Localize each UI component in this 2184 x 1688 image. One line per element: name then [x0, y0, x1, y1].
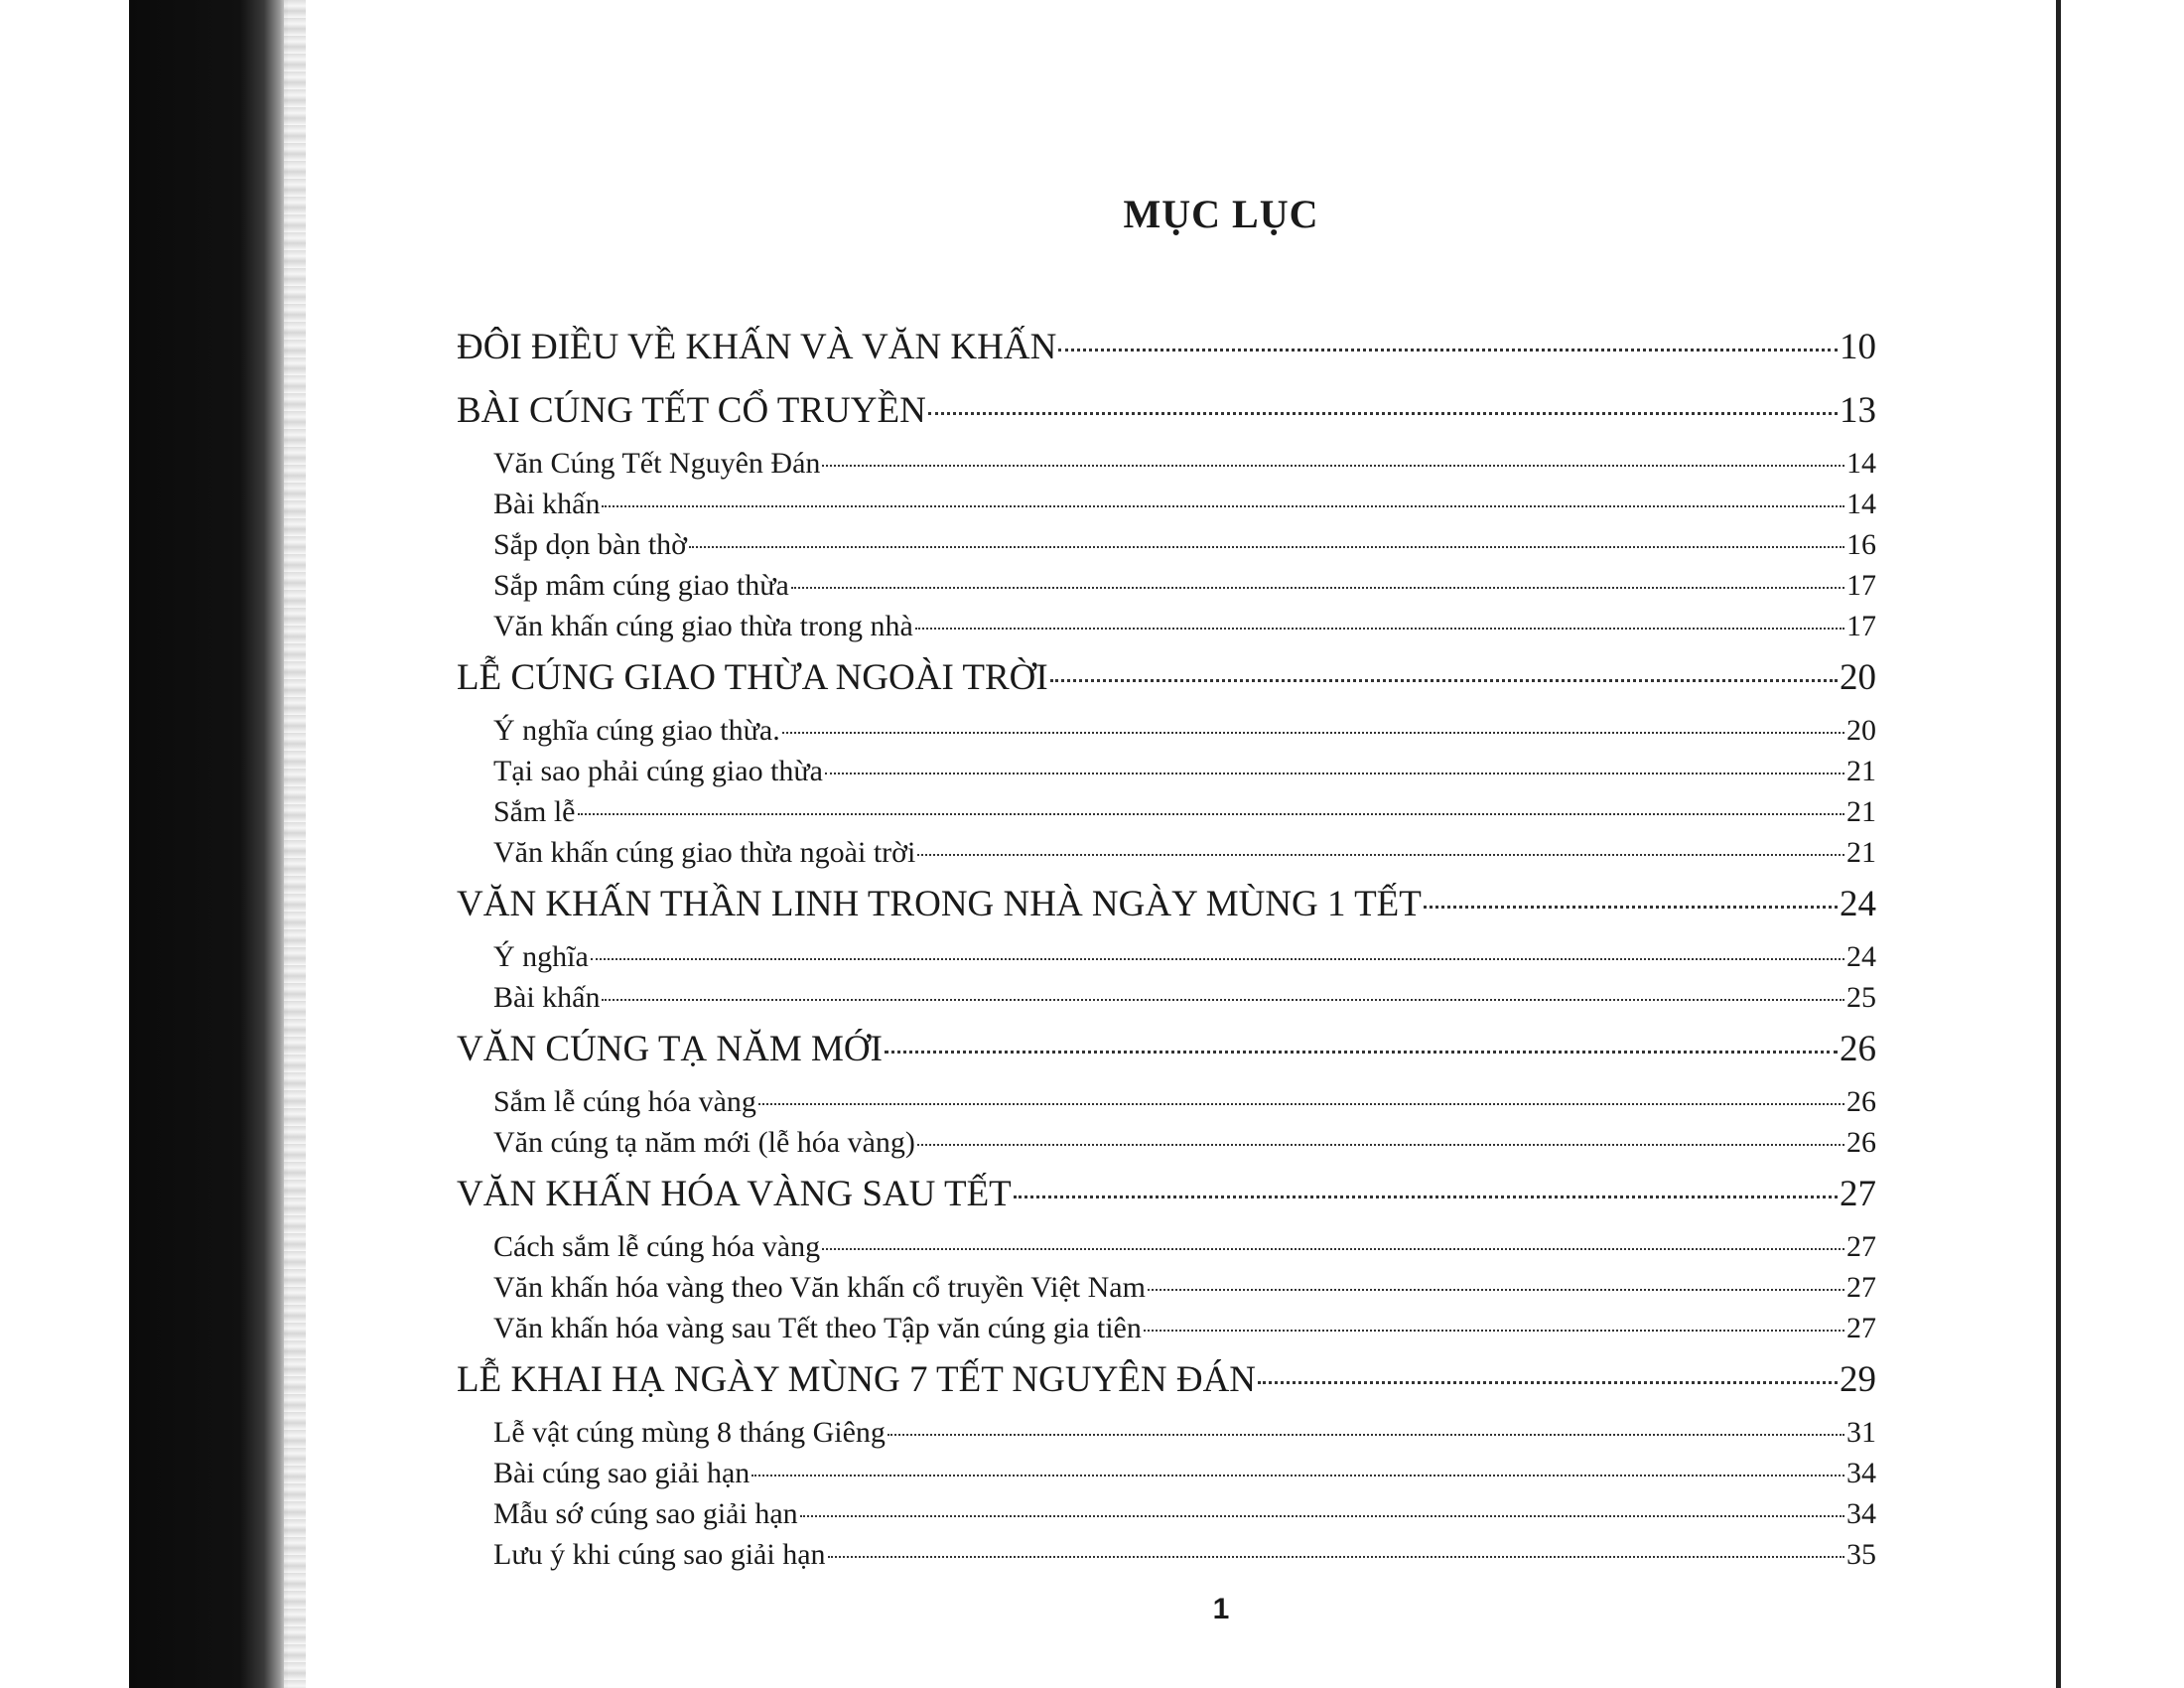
- dot-leader: [917, 854, 1844, 856]
- toc-entry-page: 14: [1846, 447, 1876, 480]
- toc-entry-label: VĂN KHẤN HÓA VÀNG SAU TẾT: [457, 1174, 1012, 1214]
- toc-subsection-entry: [457, 1453, 1876, 1493]
- toc-subsection-entry: [457, 1122, 1876, 1163]
- toc-entry-page: 17: [1846, 610, 1876, 642]
- toc-section-entry: [457, 873, 1876, 936]
- toc-entry-label: Văn cúng tạ năm mới (lễ hóa vàng): [493, 1126, 915, 1159]
- toc-entry-label: LỄ CÚNG GIAO THỪA NGOÀI TRỜI: [457, 657, 1048, 698]
- toc-section-entry: [457, 379, 1876, 443]
- toc-entry-page: 31: [1846, 1416, 1876, 1449]
- toc-entry-page: 21: [1846, 755, 1876, 787]
- toc-entry-page: 26: [1846, 1085, 1876, 1118]
- dot-leader: [800, 1515, 1844, 1517]
- dot-leader: [822, 465, 1844, 467]
- dot-leader: [689, 546, 1844, 548]
- toc-entry-label: Sắp dọn bàn thờ: [493, 528, 688, 561]
- toc-entry-page: 20: [1840, 657, 1876, 698]
- dot-leader: [602, 505, 1844, 507]
- toc-entry-label: LỄ KHAI HẠ NGÀY MÙNG 7 TẾT NGUYÊN ĐÁN: [457, 1359, 1257, 1400]
- toc-entry-page: 21: [1846, 836, 1876, 869]
- toc-entry-page: 29: [1840, 1359, 1876, 1400]
- toc-subsection-entry: [457, 1493, 1876, 1534]
- dot-leader: [915, 628, 1844, 630]
- toc-entry-page: 21: [1846, 795, 1876, 828]
- page-border-line: [2056, 0, 2061, 1688]
- dot-leader: [928, 412, 1838, 415]
- toc-entry-label: Văn Cúng Tết Nguyên Đán: [493, 447, 821, 480]
- table-of-contents: [457, 316, 1876, 1575]
- toc-subsection-entry: [457, 1308, 1876, 1348]
- toc-entry-page: 27: [1846, 1271, 1876, 1304]
- toc-subsection-entry: [457, 791, 1876, 832]
- toc-entry-label: Lưu ý khi cúng sao giải hạn: [493, 1538, 826, 1571]
- dot-leader: [1014, 1196, 1838, 1198]
- dot-leader: [822, 1248, 1844, 1250]
- toc-subsection-entry: [457, 1267, 1876, 1308]
- toc-entry-label: Sắm lễ cúng hóa vàng: [493, 1085, 756, 1118]
- dot-leader: [578, 813, 1845, 815]
- toc-entry-page: 13: [1840, 390, 1876, 431]
- page-number: 1: [1212, 1593, 1230, 1625]
- toc-section-entry: [457, 316, 1876, 379]
- dot-leader: [1058, 349, 1838, 352]
- toc-entry-label: Văn khấn cúng giao thừa trong nhà: [493, 610, 913, 642]
- toc-subsection-entry: [457, 484, 1876, 524]
- toc-entry-page: 14: [1846, 488, 1876, 520]
- dot-leader: [1258, 1381, 1838, 1384]
- dot-leader: [828, 1556, 1844, 1558]
- toc-entry-label: ĐÔI ĐIỀU VỀ KHẤN VÀ VĂN KHẤN: [457, 327, 1057, 367]
- toc-section-entry: [457, 1018, 1876, 1081]
- toc-subsection-entry: [457, 1081, 1876, 1122]
- toc-entry-label: VĂN CÚNG TẠ NĂM MỚI: [457, 1029, 883, 1069]
- toc-entry-label: VĂN KHẤN THẦN LINH TRONG NHÀ NGÀY MÙNG 1 TẾT: [457, 884, 1422, 924]
- toc-entry-label: Văn khấn hóa vàng sau Tết theo Tập văn cúng gia tiên: [493, 1312, 1142, 1344]
- toc-subsection-entry: [457, 751, 1876, 791]
- dot-leader: [1144, 1330, 1844, 1332]
- toc-subsection-entry: [457, 565, 1876, 606]
- toc-entry-page: 24: [1846, 940, 1876, 973]
- toc-entry-page: 20: [1846, 714, 1876, 747]
- toc-entry-label: Bài khấn: [493, 981, 601, 1014]
- toc-entry-label: Văn khấn hóa vàng theo Văn khấn cổ truyền Việt Nam: [493, 1271, 1146, 1304]
- toc-entry-page: 17: [1846, 569, 1876, 602]
- toc-subsection-entry: [457, 1534, 1876, 1575]
- dot-leader: [885, 1051, 1838, 1054]
- page-edge: [284, 0, 306, 1688]
- toc-entry-label: BÀI CÚNG TẾT CỔ TRUYỀN: [457, 390, 926, 431]
- toc-entry-page: 27: [1846, 1312, 1876, 1344]
- toc-entry-page: 27: [1846, 1230, 1876, 1263]
- dot-leader: [1148, 1289, 1844, 1291]
- toc-entry-page: 34: [1846, 1497, 1876, 1530]
- dot-leader: [751, 1475, 1844, 1477]
- toc-entry-label: Ý nghĩa: [493, 940, 589, 973]
- toc-entry-label: Cách sắm lễ cúng hóa vàng: [493, 1230, 821, 1263]
- toc-entry-page: 26: [1840, 1029, 1876, 1069]
- dot-leader: [602, 999, 1844, 1001]
- toc-subsection-entry: [457, 977, 1876, 1018]
- dot-leader: [782, 732, 1844, 734]
- page-title: MỤC LỤC: [1123, 192, 1319, 236]
- dot-leader: [825, 773, 1844, 774]
- toc-subsection-entry: [457, 710, 1876, 751]
- toc-entry-page: 27: [1840, 1174, 1876, 1214]
- toc-subsection-entry: [457, 1226, 1876, 1267]
- toc-entry-label: Bài khấn: [493, 488, 601, 520]
- toc-entry-label: Bài cúng sao giải hạn: [493, 1457, 751, 1489]
- dot-leader: [791, 587, 1844, 589]
- dot-leader: [917, 1144, 1844, 1146]
- dot-leader: [591, 958, 1844, 960]
- book-spine-shadow: [129, 0, 288, 1688]
- toc-entry-page: 34: [1846, 1457, 1876, 1489]
- toc-entry-label: Sắm lễ: [493, 795, 576, 828]
- toc-entry-label: Văn khấn cúng giao thừa ngoài trời: [493, 836, 916, 869]
- toc-subsection-entry: [457, 524, 1876, 565]
- toc-page: [457, 0, 1876, 1688]
- toc-section-entry: [457, 1163, 1876, 1226]
- toc-entry-page: 35: [1846, 1538, 1876, 1571]
- dot-leader: [887, 1434, 1844, 1436]
- toc-entry-label: Ý nghĩa cúng giao thừa.: [493, 714, 780, 747]
- toc-entry-label: Mẫu sớ cúng sao giải hạn: [493, 1497, 798, 1530]
- toc-entry-page: 25: [1846, 981, 1876, 1014]
- dot-leader: [758, 1103, 1844, 1105]
- toc-entry-page: 16: [1846, 528, 1876, 561]
- toc-entry-label: Tại sao phải cúng giao thừa: [493, 755, 823, 787]
- toc-entry-page: 10: [1840, 327, 1876, 367]
- toc-entry-page: 24: [1840, 884, 1876, 924]
- toc-entry-label: Sắp mâm cúng giao thừa: [493, 569, 789, 602]
- toc-subsection-entry: [457, 832, 1876, 873]
- dot-leader: [1424, 906, 1838, 909]
- toc-subsection-entry: [457, 936, 1876, 977]
- toc-section-entry: [457, 646, 1876, 710]
- toc-subsection-entry: [457, 443, 1876, 484]
- toc-subsection-entry: [457, 1412, 1876, 1453]
- toc-section-entry: [457, 1348, 1876, 1412]
- toc-entry-page: 26: [1846, 1126, 1876, 1159]
- dot-leader: [1050, 679, 1838, 682]
- toc-subsection-entry: [457, 606, 1876, 646]
- toc-entry-label: Lễ vật cúng mùng 8 tháng Giêng: [493, 1416, 886, 1449]
